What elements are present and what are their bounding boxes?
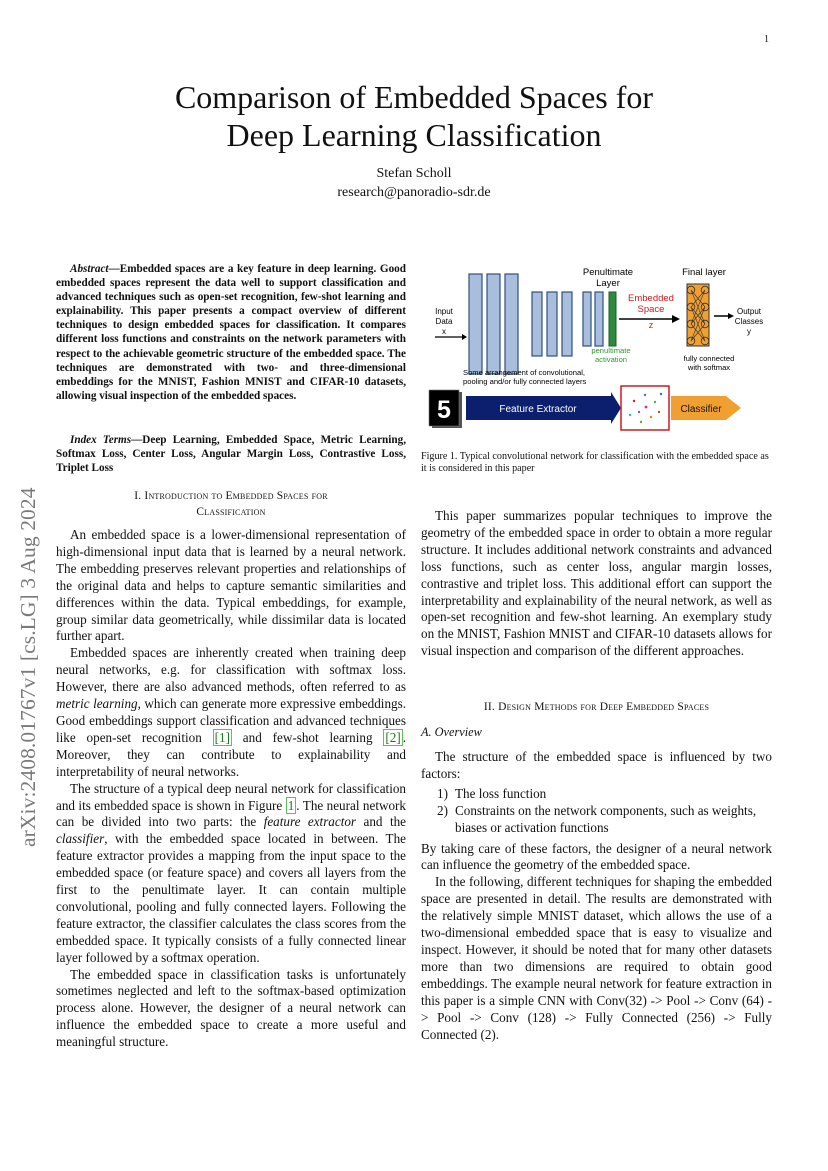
subsection-a-heading: A. Overview	[421, 725, 482, 739]
section-2a-paragraph-2: By taking care of these factors, the designer of a neural network can influence the geometry of the embedded space.	[421, 840, 772, 873]
section-1-paragraph-4: The embedded space in classification tasks is unfortunately sometimes neglected and left to the softmax-based optimization process alone. However, the designer of a neural network can influence the embedded space to create a more useful and meaningful structure.	[56, 966, 406, 1050]
final-layer-nodes	[687, 284, 709, 346]
title-line-2: Deep Learning Classification	[226, 117, 602, 153]
citation-1-link[interactable]: [1]	[214, 729, 230, 745]
index-terms-text: —Deep Learning, Embedded Space, Metric Learning, Softmax Loss, Center Loss, Angular Margin Loss, Contrastive Loss, Triplet Loss	[56, 434, 406, 475]
list-item: 1) The loss function	[437, 785, 547, 801]
arrow-head	[672, 315, 680, 323]
section-1-title-b: Classification	[196, 506, 266, 518]
arxiv-stamp: arXiv:2408.01767v1 [cs.LG] 3 Aug 2024	[16, 487, 40, 847]
layer-block	[562, 292, 572, 356]
section-1-title-a: Introduction to Embedded Spaces for	[144, 490, 328, 502]
page-number: 1	[764, 34, 769, 45]
space-label: Space	[637, 304, 665, 315]
right-intro	[421, 508, 772, 660]
figure-1-link[interactable]: 1	[287, 797, 295, 813]
section-2-heading	[421, 699, 772, 715]
factor-list	[421, 786, 772, 837]
layer-block	[505, 274, 518, 374]
x-label: x	[442, 327, 446, 336]
layer-block	[583, 292, 591, 346]
author-email: research@panoradio-sdr.de	[337, 185, 491, 200]
y-label: y	[747, 327, 751, 336]
abstract-text: —Embedded spaces are a key feature in deep learning. Good embedded spaces represent the data well to support classification and advanced techniques such as open-set recognition, few-shot learning and explainability. This paper presents a compact overview of different techniques to design embedded spaces for classification. It compares different loss functions and constraints on the network parameters with respect to the achievable geometric structure of the embedded space. The techniques are demonstrated with two- and three-dimensional embeddings for the MNIST, Fashion MNIST and CIFAR-10 datasets, allowing visual inspection of the embedded spaces.	[56, 263, 406, 402]
fully-connected-label-2: with softmax	[687, 363, 731, 372]
z-label: z	[648, 320, 654, 330]
output-label: Output	[736, 307, 762, 316]
abstract	[56, 262, 406, 403]
figure-1-diagram	[421, 262, 781, 442]
final-layer-label: Final layer	[682, 267, 726, 278]
index-terms	[56, 433, 406, 475]
penultimate-label: Penultimate	[582, 267, 634, 278]
section-2a-paragraph-3: In the following, different techniques for shaping the embedded space are presented in detail. The results are demonstrated with the relatively simple MNIST dataset, which allows the use of a two-dimensional embedded space that is easy to visualize and inspect. However, it should be noted that for many other datasets more than two dimensions are required to obtain good embeddings. The example neural network for feature extraction in this paper is a simple CNN with Conv(32) -> Pool -> Conv (64) -> Pool -> Conv (128) -> Fully Connected (256) -> Fully Connected (2).	[421, 874, 772, 1042]
layer-block	[469, 274, 482, 374]
layer-block	[547, 292, 557, 356]
layer-label: Layer	[596, 278, 620, 289]
citation-2-link[interactable]: [2]	[385, 729, 401, 745]
section-1-body	[56, 527, 406, 1051]
arrangement-label-1: Some arrangement of convolutional,	[463, 368, 585, 377]
fully-connected-label-1: fully connected	[683, 354, 735, 363]
section-1-heading	[56, 488, 406, 520]
penultimate-layer-block	[609, 292, 616, 346]
section-2a-body	[421, 749, 772, 1043]
arrangement-label-2: pooling and/or fully connected layers	[463, 377, 587, 386]
input-label: Input	[435, 307, 453, 316]
section-2a-paragraph-1: The structure of the embedded space is influenced by two factors:	[421, 749, 772, 781]
abstract-label: Abstract	[70, 263, 109, 275]
classes-label: Classes	[734, 317, 764, 326]
section-2-number: II.	[483, 701, 495, 713]
section-1-paragraph-1: An embedded space is a lower-dimensional representation of high-dimensional input data that is learned by a neural network. The embedding preserves relevant properties and relationships of the original data and helps to capture semantic similarities and differences within the data. Typical embeddings, for example, group similar data geometrically, while dissimilar data is located further apart.	[56, 527, 406, 644]
figure-1-caption: Figure 1. Typical convolutional network for classification with the embedded space as it is considered in this paper	[421, 451, 769, 475]
embedded-space-scatter	[621, 386, 669, 430]
title-line-1: Comparison of Embedded Spaces for	[174, 79, 654, 115]
penultimate-activation-label-2: activation	[594, 355, 628, 364]
input-digit-images	[429, 390, 462, 428]
classifier-label: Classifier	[680, 404, 722, 415]
section-1-paragraph-3: The structure of a typical deep neural network for classification and its embedded space is shown in Figure 1 . The neural network can be divided into two parts: the feature extractor and the classifier, with the embedded space located in between. The feature extractor provides a mapping from the input space to the embedded space (or feature space) and covers all layers from the first to the penultimate layer. It can contain multiple convolutional, pooling and fully connected layers. Following the feature extractor, the classifier calculates the class scores from the embedded space. It typically consists of a fully connected linear layer followed by a softmax operation.	[56, 780, 407, 965]
section-2-title: Design Methods for Deep Embedded Spaces	[498, 701, 710, 713]
layer-block	[487, 274, 500, 374]
penultimate-activation-label-1: penultimate	[591, 346, 631, 355]
paper-title	[0, 78, 828, 154]
layer-block	[595, 292, 603, 346]
digit-5-image: 5	[437, 396, 451, 424]
layer-blocks	[469, 274, 616, 374]
feature-extractor-label: Feature Extractor	[499, 404, 577, 415]
author-name: Stefan Scholl	[376, 166, 452, 181]
author-block	[0, 164, 828, 202]
index-terms-label: Index Terms	[70, 434, 132, 446]
section-1-number: I.	[134, 490, 142, 502]
section-1-paragraph-2: Embedded spaces are inherently created when training deep neural networks, e.g. for classification with softmax loss. However, there are also advanced methods, often referred to as metric learning, which can generate more expressive embeddings. Good embeddings support classification and advanced techniques like open-set recognition [1] and few-shot learning [2] . Moreover, they can contribute to explainability and interpretability of neural networks.	[56, 645, 407, 779]
data-label: Data	[435, 317, 453, 326]
list-item: 2) Constraints on the network components, such as weights, biases or activation functions	[437, 802, 757, 835]
layer-block	[532, 292, 542, 356]
embedded-label: Embedded	[628, 293, 674, 304]
right-paragraph-1: This paper summarizes popular techniques to improve the geometry of the embedded space in order to obtain a more regular structure. It includes additional network constraints and advanced loss functions, such as center loss, angular margin losses, contrastive and triplet loss. This additional effort can support the interpretability and explainability of the neural network, as well as open-set recognition and few-shot learning. An exemplary study on the MNIST, Fashion MNIST and CIFAR-10 datasets allows for visual inspection and comparison of the different approaches.	[421, 508, 772, 659]
